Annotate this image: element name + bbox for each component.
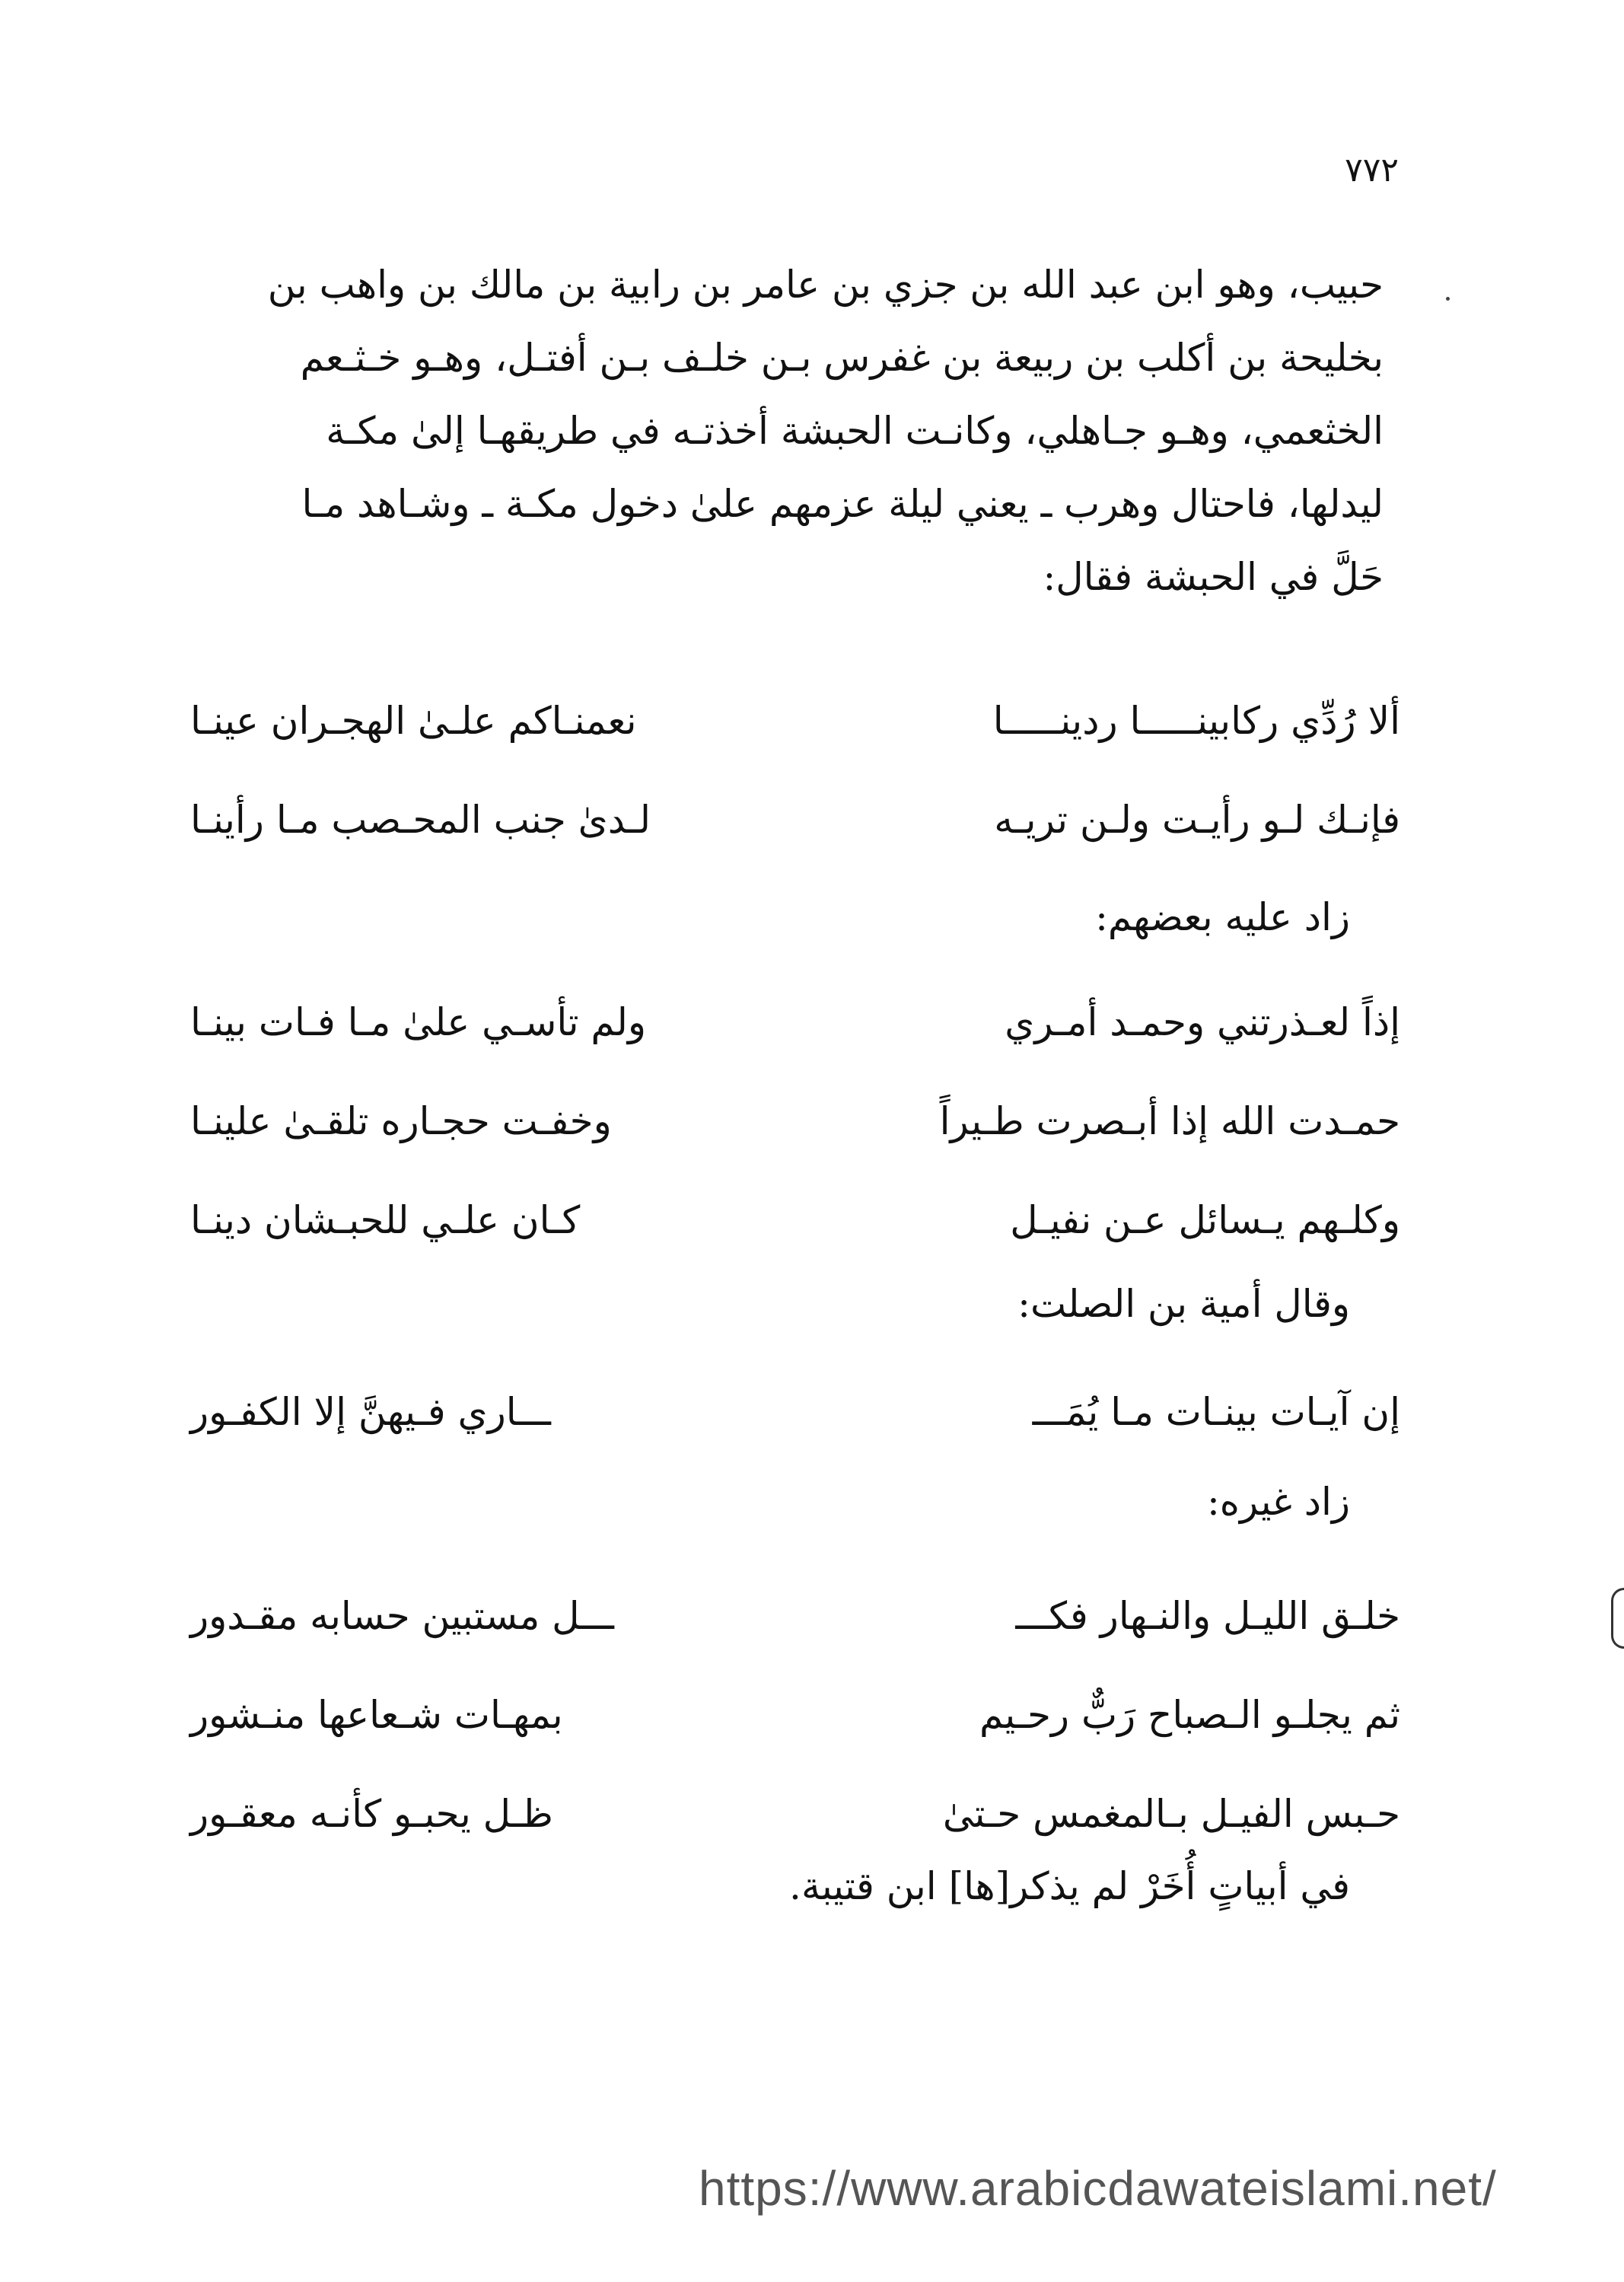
verse-intro: وقال أمية بن الصلت: [1017,1282,1350,1326]
verse-first-hemistich: ألا رُدِّي ركابينـــــا ردينـــــا [992,699,1400,743]
prose-line: حبيب، وهو ابن عبد الله بن جزي بن عامر بن رابية بن مالك بن واهب بن [267,263,1384,307]
margin-dot [1446,297,1450,301]
verse-line [190,1566,1400,1665]
page-number: ٧٧٢ [1345,151,1399,190]
closing-note: في أبياتٍ أُخَرْ لم يذكر[ها] ابن قتيبة. [789,1864,1350,1908]
verse-second-hemistich: كـان علـي للحبـشان دينـا [190,1198,581,1242]
verse-first-hemistich: خلـق الليـل والنـهار فكـــ [1015,1594,1400,1638]
prose-line: بخليحة بن أكلب بن ربيعة بن غفرس بـن خلـف بـن أفتـل، وهـو خـثـعم [300,336,1384,380]
prose-line: حَلَّ في الحبشة فقال: [1043,555,1384,599]
poem-block-1 [190,671,1400,869]
verse-second-hemistich: ـــل مستبين حسابه مقـدور [190,1594,614,1638]
verse-first-hemistich: فإنـك لـو رأيـت ولـن تريـه [994,798,1400,842]
verse-second-hemistich: لـدىٰ جنب المحـصب مـا رأينـا [190,798,651,842]
prose-line: ليدلها، فاحتال وهرب ـ يعني ليلة عزمهم علىٰ دخول مكـة ـ وشـاهد مـا [301,482,1384,526]
verse-line [190,1363,1400,1461]
verse-first-hemistich: حمـدت الله إذا أبـصرت طـيراً [939,1099,1400,1143]
prose-paragraph [190,248,1384,614]
poem-block-2 [190,973,1400,1270]
verse-second-hemistich: ـــاري فـيهنَّ إلا الكفـور [190,1390,551,1434]
verse-intro: زاد غيره: [1206,1480,1350,1524]
verse-line [190,671,1400,770]
prose-line: الخثعمي، وهـو جـاهلي، وكانـت الحبشة أخذتـه في طريقهـا إلىٰ مكـة [326,409,1384,453]
binding-edge-mark [1611,1588,1624,1649]
verse-line [190,1171,1400,1270]
verse-first-hemistich: وكلـهم يـسائل عـن نفيـل [1010,1198,1400,1242]
poem-block-3 [190,1363,1400,1461]
source-url-watermark: https://www.arabicdawateislami.net/ [699,2161,1497,2216]
poem-block-4 [190,1566,1400,1863]
verse-first-hemistich: حـبس الفيـل بـالمغمس حـتىٰ [942,1792,1400,1836]
verse-intro: زاد عليه بعضهم: [1095,895,1350,939]
verse-line [190,1072,1400,1171]
verse-second-hemistich: ولم تأسـي علىٰ مـا فـات بينـا [190,1000,647,1044]
verse-line [190,973,1400,1072]
verse-line [190,770,1400,869]
verse-first-hemistich: إذاً لعـذرتني وحمـد أمـري [1005,1000,1400,1044]
verse-first-hemistich: إن آيـات بينـات مـا يُمَـــ [1032,1390,1400,1434]
verse-second-hemistich: وخفـت حجـاره تلقـىٰ علينـا [190,1099,612,1143]
verse-line [190,1665,1400,1764]
verse-second-hemistich: نعمنـاكم علـىٰ الهجـران عينـا [190,699,637,743]
verse-second-hemistich: بمهـات شـعاعها منـشور [190,1693,563,1737]
verse-first-hemistich: ثم يجلـو الـصباح رَبٌّ رحـيم [979,1693,1400,1737]
verse-second-hemistich: ظـل يحبـو كأنـه معقـور [190,1792,553,1836]
verse-line [190,1764,1400,1863]
